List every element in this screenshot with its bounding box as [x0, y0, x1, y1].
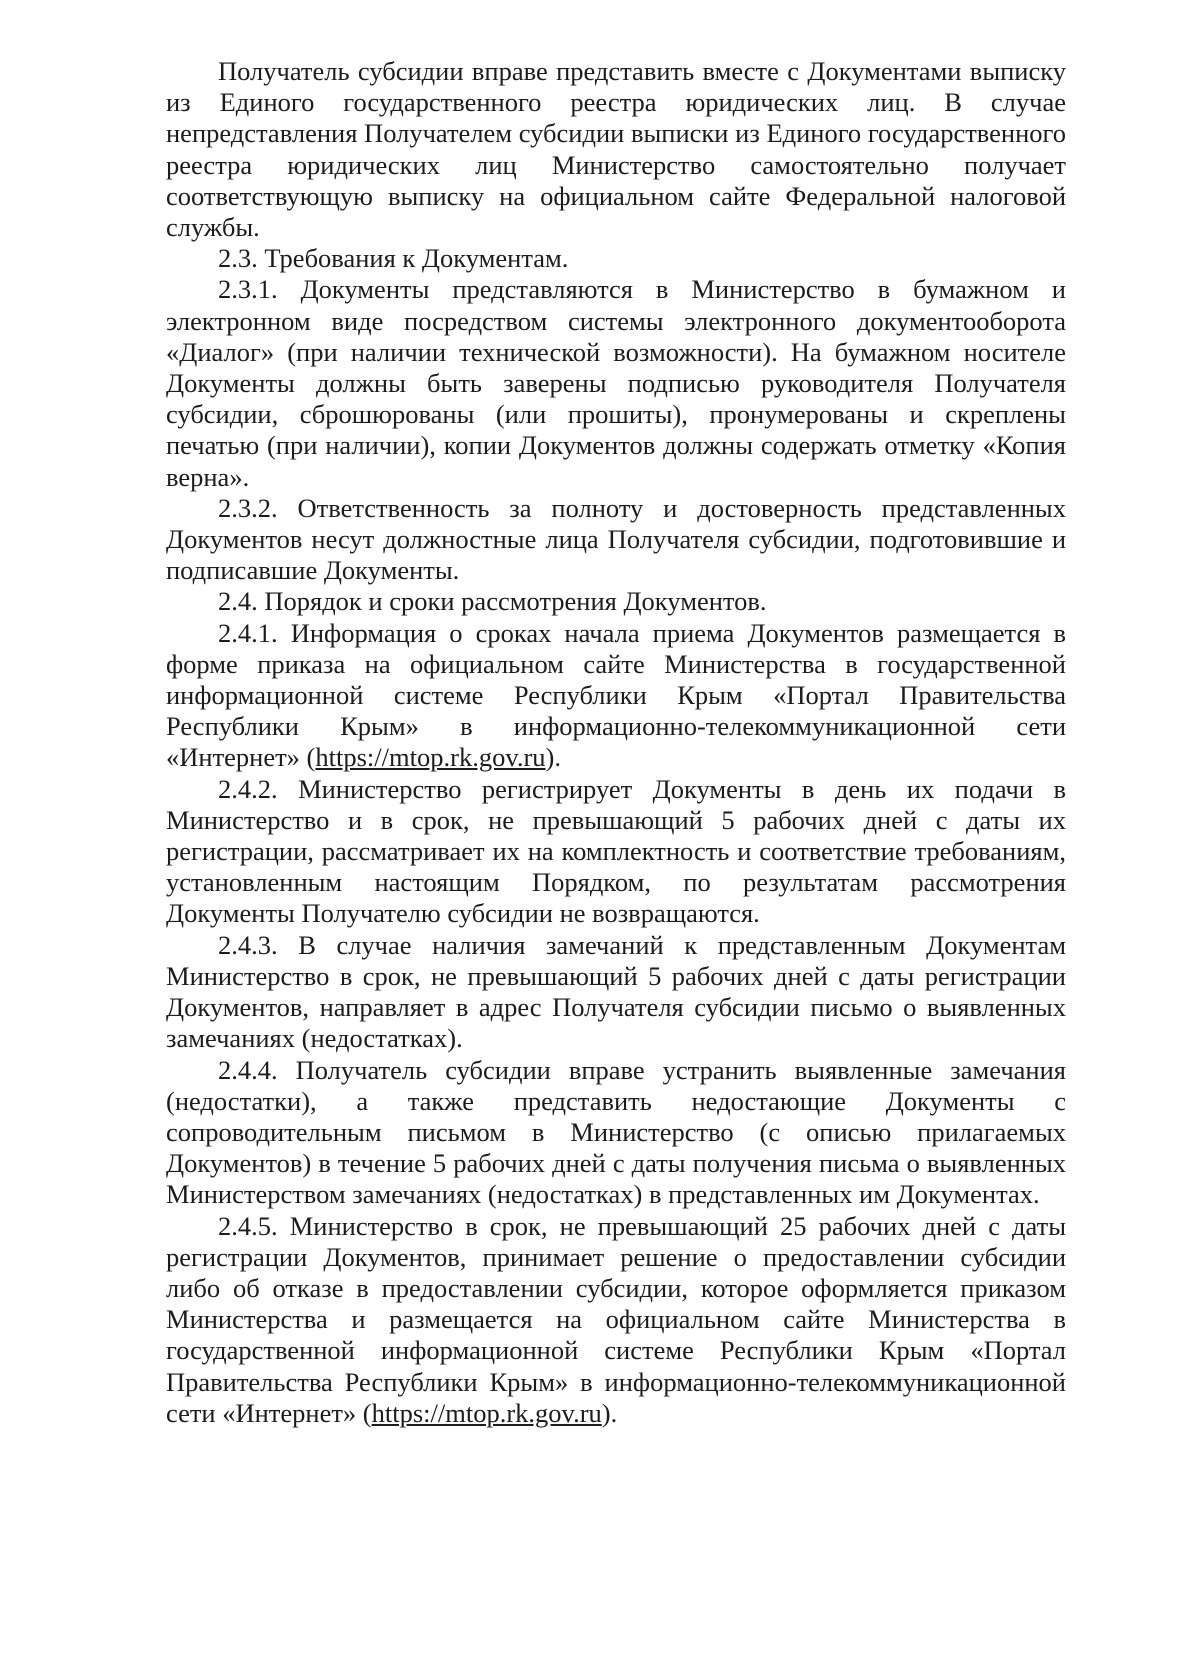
paragraph-2-3-1: 2.3.1. Документы представляются в Министерство в бумажном и электронном виде посредством системы электронного документооборота «Диалог» (при наличии технической возможности). На бумажном носителе Документы должны быть заверены подписью руководителя Получателя субсидии, сброшюрованы (или прошиты), пронумерованы и скреплены печатью (при наличии), копии Документов должны содержать отметку «Копия верна». — [166, 274, 1066, 492]
paragraph-2-4-5-text: 2.4.5. Министерство в срок, не превышающий 25 рабочих дней с даты регистрации Документов, принимает решение о предоставлении субсидии либо об отказе в предоставлении субсидии, которое оформляется приказом Министерства и размещается на официальном сайте Министерства в государственной информационной системе Республики Крым «Портал Правительства Республики Крым» в информационно-телекоммуникационной сети «Интернет» ( — [166, 1210, 1066, 1428]
paragraph-2-4-1-tail: ). — [545, 742, 561, 773]
document-page — [166, 56, 1066, 1429]
paragraph-2-4-1-text: 2.4.1. Информация о сроках начала приема Документов размещается в форме приказа на официальном сайте Министерства в государственной информационной системе Республики Крым «Портал Правительства Республики Крым» в информационно-телекоммуникационной сети «Интернет» ( — [166, 617, 1066, 773]
paragraph-2-4-3: 2.4.3. В случае наличия замечаний к представленным Документам Министерство в срок, не превышающий 5 рабочих дней с даты регистрации Документов, направляет в адрес Получателя субсидии письмо о выявленных замечаниях (недостатках). — [166, 929, 1066, 1054]
paragraph-2-4-5-tail: ). — [601, 1397, 618, 1428]
paragraph-egrul-extract: Получатель субсидии вправе представить вместе с Документами выписку из Единого государственного реестра юридических лиц. В случае непредставления Получателем субсидии выписки из Единого государственного реестра юридических лиц Министерство самостоятельно получает соответствующую выписку на официальном сайте Федеральной налоговой службы. — [166, 56, 1066, 243]
paragraph-2-4-4: 2.4.4. Получатель субсидии вправе устранить выявленные замечания (недостатки), а также представить недостающие Документы с сопроводительным письмом в Министерство (с описью прилагаемых Документов) в течение 5 рабочих дней с даты получения письма о выявленных Министерством замечаниях (недостатках) в представленных им Документах. — [166, 1054, 1066, 1210]
portal-link-2[interactable]: https://mtop.rk.gov.ru — [371, 1397, 602, 1428]
paragraph-2-3-2: 2.3.2. Ответственность за полноту и достоверность представленных Документов несут должностные лица Получателя субсидии, подготовившие и подписавшие Документы. — [166, 492, 1066, 586]
section-heading-2-3: 2.3. Требования к Документам. — [218, 243, 569, 274]
section-heading-2-4: 2.4. Порядок и сроки рассмотрения Документов. — [218, 586, 767, 617]
portal-link[interactable]: https://mtop.rk.gov.ru — [315, 742, 546, 773]
paragraph-2-4-5 — [166, 1211, 1066, 1429]
paragraph-2-4-1 — [166, 618, 1066, 774]
paragraph-2-4-2: 2.4.2. Министерство регистрирует Документы в день их подачи в Министерство и в срок, не превышающий 5 рабочих дней с даты их регистрации, рассматривает их на комплектность и соответствие требованиям, установленным настоящим Порядком, по результатам рассмотрения Документы Получателю субсидии не возвращаются. — [166, 773, 1066, 929]
